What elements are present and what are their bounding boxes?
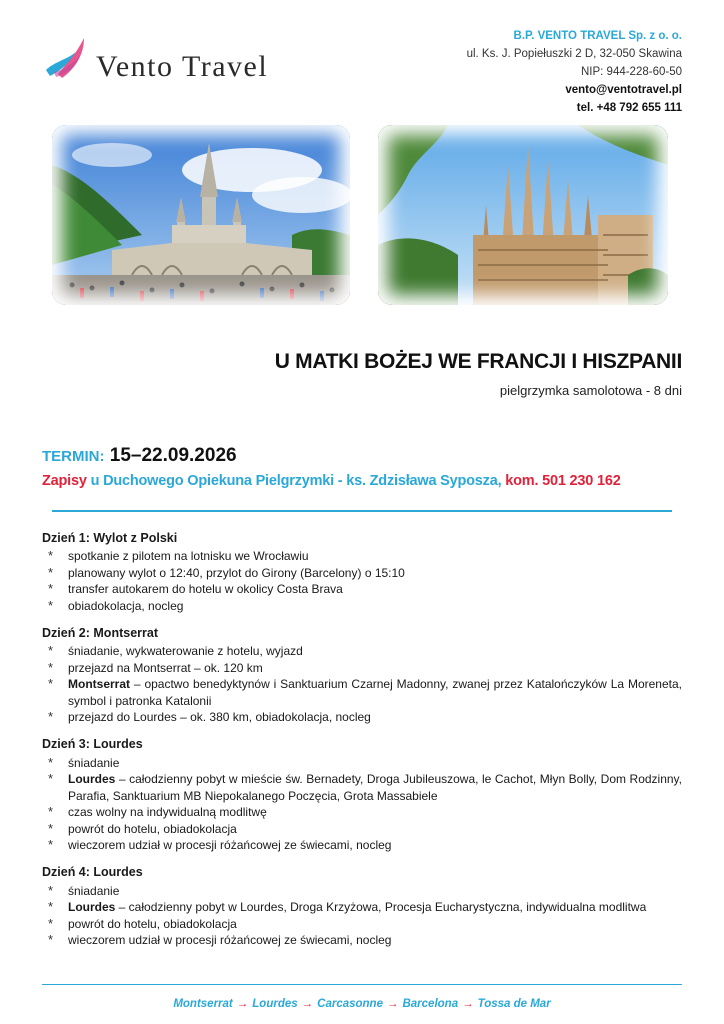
trip-subtitle: pielgrzymka samolotowa - 8 dni [499,383,682,398]
day-title: Dzień 4: Lourdes [42,865,143,880]
day-3 [42,736,682,853]
list-item: * czas wolny na indywidualną modlitwę [42,804,682,820]
trip-program [42,530,682,959]
company-info [467,27,682,117]
termin-label: TERMIN: [42,448,105,465]
list-item: * przejazd na Montserrat – ok. 120 km [42,660,682,676]
termin-value: 15–22.09.2026 [109,445,237,466]
list-item: * przejazd do Lourdes – ok. 380 km, obiadokolacja, nocleg [42,709,682,725]
company-address: ul. Ks. J. Popiełuszki 2 D, 32-050 Skawina [466,48,682,60]
list-item: * planowany wylot o 12:40, przylot do Girony (Barcelony) o 15:10 [42,565,682,581]
list-item: * wieczorem udział w procesji różańcowej ze świecami, nocleg [42,932,682,948]
registration-phone: kom. 501 230 162 [505,473,621,489]
route-arrow: → [462,998,474,1010]
logo-text: Vento Travel [96,50,269,83]
day-title: Dzień 1: Wylot z Polski [42,531,178,545]
route-stop: Tossa de Mar [477,998,551,1010]
route-arrow: → [301,998,314,1010]
list-item: * transfer autokarem do hotelu w okolicy Costa Brava [42,581,682,597]
list-item: * spotkanie z pilotem na lotnisku we Wrocławiu [42,548,682,564]
registration-info [42,473,621,489]
company-phone: tel. +48 792 655 111 [576,102,682,114]
list-item: * śniadanie, wykwaterowanie z hotelu, wyjazd [42,643,682,659]
trip-title: U MATKI BOŻEJ WE FRANCJI I HISZPANII [274,350,682,373]
day-title: Dzień 2: Montserrat [42,626,158,641]
list-item: * śniadanie [42,755,682,771]
route-stop: Montserrat [173,998,233,1010]
day-1 [42,530,682,614]
registration-label: Zapisy [42,473,87,489]
sagrada-familia-photo [378,125,668,305]
list-item: * Lourdes – całodzienny pobyt w mieście św. Bernadety, Droga Jubileuszowa, le Cachot, Młyn Bolly, Dom Rodzinny, Parafia, Sanktuarium MB Niepokalanego Poczęcia, Grota Massabiele [42,771,682,804]
company-email[interactable]: vento@ventotravel.pl [565,84,682,96]
section-divider [52,510,672,512]
route-arrow: → [236,998,249,1010]
company-name: B.P. VENTO TRAVEL Sp. z o. o. [513,30,682,42]
route-line [0,998,724,1010]
list-item: * wieczorem udział w procesji różańcowej ze świecami, nocleg [42,837,682,853]
list-item: * Montserrat – opactwo benedyktynów i Sanktuarium Czarnej Madonny, zwanej przez Katalończyków La Moreneta, symbol i patronka Katalonii [42,676,682,709]
route-stop: Lourdes [252,998,298,1010]
trip-date [42,445,237,467]
company-logo [40,30,320,90]
registration-contact: u Duchowego Opiekuna Pielgrzymki - ks. Zdzisława Syposza, [90,473,502,489]
day-2 [42,625,682,725]
company-nip: NIP: 944-228-60-50 [580,66,682,78]
list-item: * obiadokolacja, nocleg [42,598,682,614]
route-stop: Carcasonne [317,998,383,1010]
day-title: Dzień 3: Lourdes [42,737,143,752]
day-4 [42,864,682,948]
list-item: * śniadanie [42,883,682,899]
footer-divider [42,984,682,985]
route-stop: Barcelona [402,998,459,1010]
route-arrow: → [386,998,399,1010]
list-item: * powrót do hotelu, obiadokolacja [42,821,682,837]
list-item: * Lourdes – całodzienny pobyt w Lourdes, Droga Krzyżowa, Procesja Eucharystyczna, indywidualna modlitwa [42,899,682,915]
list-item: * powrót do hotelu, obiadokolacja [42,916,682,932]
lourdes-basilica-photo [52,125,350,305]
wing-logo-icon [40,30,92,86]
